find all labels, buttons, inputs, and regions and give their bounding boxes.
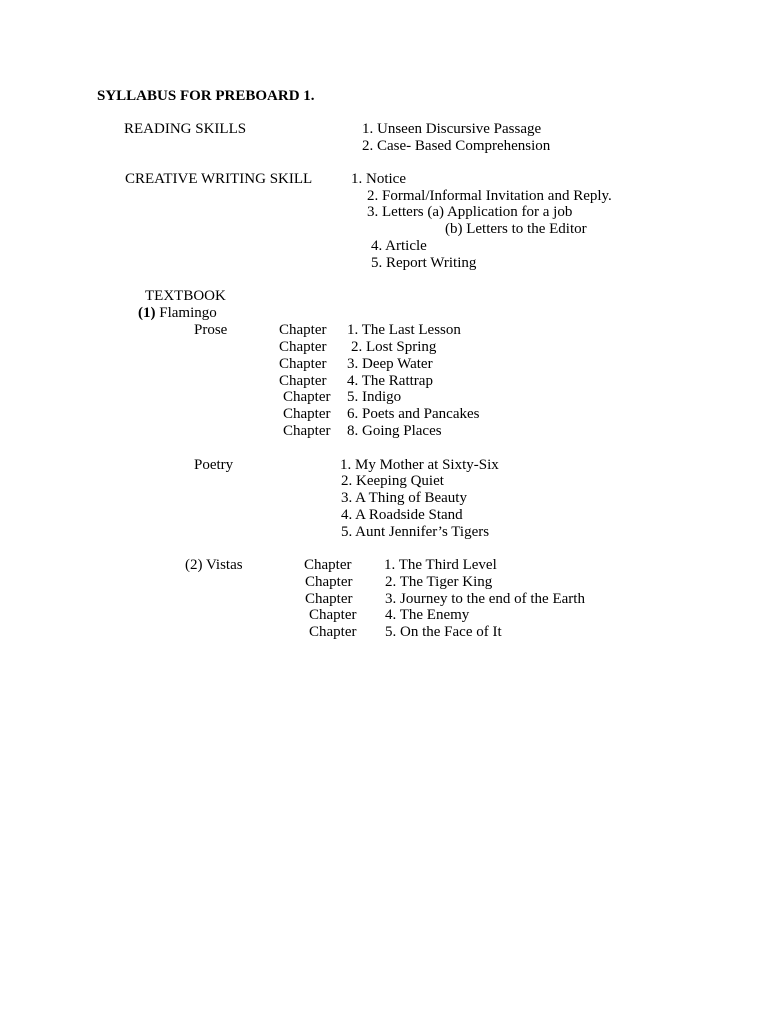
prose-chapter-label: Chapter xyxy=(279,322,327,338)
vistas-chapter-label: Chapter xyxy=(309,607,357,623)
flamingo-number: (1) xyxy=(138,305,156,321)
prose-chapter-label: Chapter xyxy=(283,389,331,405)
prose-chapter-label: Chapter xyxy=(279,339,327,355)
prose-chapter-title: 6. Poets and Pancakes xyxy=(347,406,480,422)
vistas-chapter-label: Chapter xyxy=(309,624,357,640)
vistas-chapter-label: Chapter xyxy=(304,557,352,573)
writing-item-1: 1. Notice xyxy=(351,171,406,187)
vistas-chapter-label: Chapter xyxy=(305,591,353,607)
vistas-chapter-label: Chapter xyxy=(305,574,353,590)
poem-title: 4. A Roadside Stand xyxy=(341,507,463,523)
poem-title: 3. A Thing of Beauty xyxy=(341,490,467,506)
prose-chapter-title: 8. Going Places xyxy=(347,423,442,439)
prose-chapter-label: Chapter xyxy=(283,423,331,439)
vistas-chapter-title: 2. The Tiger King xyxy=(385,574,493,590)
vistas-chapter-title: 4. The Enemy xyxy=(385,607,470,623)
prose-chapter-label: Chapter xyxy=(283,406,331,422)
writing-item-3: 3. Letters (a) Application for a job xyxy=(367,204,573,220)
vistas-chapter-title: 1. The Third Level xyxy=(384,557,497,573)
vistas-label: (2) Vistas xyxy=(185,557,243,573)
flamingo-name: Flamingo xyxy=(159,305,217,321)
reading-skills-heading: READING SKILLS xyxy=(124,121,247,137)
prose-chapter-label: Chapter xyxy=(279,373,327,389)
reading-item-2: 2. Case- Based Comprehension xyxy=(362,138,551,154)
vistas-chapter-title: 5. On the Face of It xyxy=(385,624,502,640)
poem-title: 1. My Mother at Sixty-Six xyxy=(340,457,499,473)
prose-chapter-title: 4. The Rattrap xyxy=(347,373,433,389)
page-title: SYLLABUS FOR PREBOARD 1. xyxy=(97,88,315,104)
reading-item-1: 1. Unseen Discursive Passage xyxy=(362,121,542,137)
prose-chapter-title: 5. Indigo xyxy=(347,389,402,405)
writing-item-5: 5. Report Writing xyxy=(371,255,477,271)
poetry-label: Poetry xyxy=(194,457,234,473)
prose-chapter-title: 2. Lost Spring xyxy=(351,339,437,355)
poem-title: 2. Keeping Quiet xyxy=(341,473,444,489)
textbook-heading: TEXTBOOK xyxy=(145,288,226,304)
prose-label: Prose xyxy=(194,322,228,338)
writing-item-2: 2. Formal/Informal Invitation and Reply. xyxy=(367,188,612,204)
vistas-chapter-title: 3. Journey to the end of the Earth xyxy=(385,591,585,607)
prose-chapter-title: 1. The Last Lesson xyxy=(347,322,461,338)
writing-skill-heading: CREATIVE WRITING SKILL xyxy=(125,171,313,187)
writing-item-3b: (b) Letters to the Editor xyxy=(445,221,587,237)
prose-chapter-title: 3. Deep Water xyxy=(347,356,433,372)
writing-item-4: 4. Article xyxy=(371,238,427,254)
prose-chapter-label: Chapter xyxy=(279,356,327,372)
poem-title: 5. Aunt Jennifer’s Tigers xyxy=(341,524,490,540)
flamingo-heading xyxy=(138,305,217,322)
